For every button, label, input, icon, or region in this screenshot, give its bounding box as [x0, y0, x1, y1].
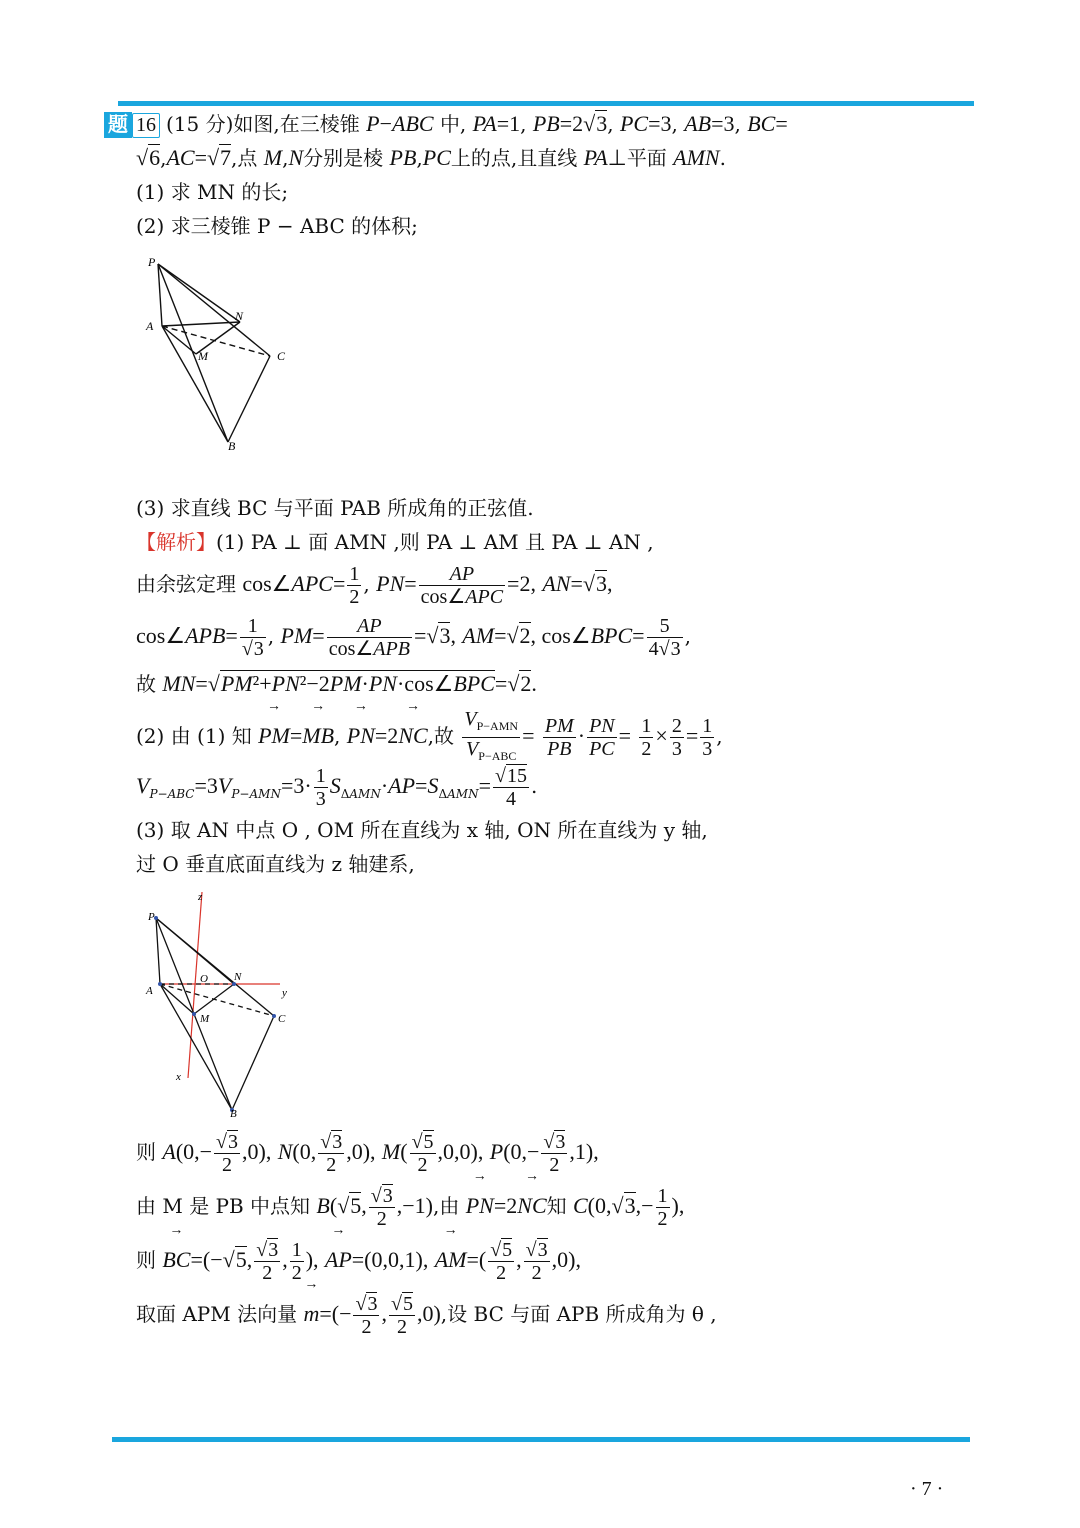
fig2-label-A: A — [146, 985, 153, 997]
solution-line-5: (2) 由 (1) 知 → PM=→ MB, → PN=2→ NC,故 $\frac{V_{P-AMN}}{V_{P-ABC}}$ = $\frac{PM}{PB}$ · $\frac{PN}{PC}$ = $\frac{1}{2}$ × $\frac{2}{3}$ = $\frac{1}{3}$ , — [136, 708, 723, 767]
fig1-label-N: N — [235, 309, 244, 323]
solution-line-10: 由 M 是 PB 中点知 B(√5, $\frac{√3}{2}$ ,−1),由 → PN=2→ NC知 C(0,√3,− $\frac{1}{2}$ ), — [136, 1184, 684, 1230]
figure-1-tetrahedron — [140, 250, 300, 460]
figure-2-coordinate-system — [140, 888, 300, 1120]
solution-line-12: 取面 APM 法向量 → m=(− $\frac{√3}{2}$ , $\frac{√5}{2}$ ,0),设 BC 与面 APB 所成角为 θ , — [136, 1292, 717, 1338]
text-frag: 中, — [439, 112, 467, 136]
question-3: (3) 求直线 BC 与平面 PAB 所成角的正弦值. — [136, 496, 534, 520]
x-z-axis-line — [188, 892, 202, 1078]
text-frag: 则 — [136, 1248, 156, 1272]
question-2: (2) 求三棱锥 P − ABC 的体积; — [136, 214, 418, 238]
page-number: · 7 · — [910, 1478, 944, 1500]
problem-tag: 题 — [104, 112, 132, 138]
text-frag: 知 — [546, 1194, 567, 1218]
fig2-label-C: C — [278, 1013, 286, 1025]
problem-points: (15 分) — [166, 112, 234, 136]
text-frag: 取面 APM 法向量 — [136, 1302, 298, 1326]
solution-line-2: 由余弦定理 cos∠APC= $\frac{1}{2}$ , PN= $\frac{AP}{\text{cos∠APC}}$ =2, AN=√3, — [136, 563, 613, 608]
solution-line-4: 故 MN=√PM²+PN²−2PM·PN·cos∠BPC=√2. — [136, 671, 537, 696]
fig2-label-O: O — [200, 973, 208, 985]
text-frag: 由余弦定理 — [136, 572, 236, 596]
solution-line-8: 过 O 垂直底面直线为 z 轴建系, — [136, 852, 415, 876]
solution-line-1 — [136, 528, 654, 556]
solution-line-3: cos∠APB= $\frac{1}{√3}$ , PM= $\frac{AP}{\text{cos∠APB}}$ =√3, AM=√2, cos∠BPC= $\frac{5}{4√3}$ , — [136, 615, 691, 660]
text-frag: 故 — [136, 672, 156, 696]
fig2-label-y: y — [282, 987, 287, 999]
text-frag: 平面 — [626, 146, 667, 170]
problem-intro: 如图,在三棱锥 — [233, 112, 360, 136]
problem-line-1: 题 16 (15 分)如图,在三棱锥 P−ABC 中, PA=1, PB=2√3, PC=3, AB=3, BC= — [104, 110, 788, 138]
text-frag: (2) 由 (1) 知 — [136, 724, 252, 748]
text-frag: 由 M 是 PB 中点知 — [136, 1194, 311, 1218]
solution-label: 【解析】 — [136, 530, 216, 554]
fig2-label-x: x — [176, 1071, 181, 1083]
fig2-label-P: P — [148, 911, 155, 923]
text-frag: ,故 — [427, 724, 455, 748]
text-frag: ,设 BC 与面 APB 所成角为 θ , — [440, 1302, 717, 1326]
text-frag: 分别是棱 — [303, 146, 384, 170]
problem-number: 16 — [132, 113, 160, 138]
text-frag: (1) PA ⊥ 面 AMN ,则 PA ⊥ AM 且 PA ⊥ AN , — [216, 530, 654, 554]
fig2-label-B: B — [230, 1108, 237, 1120]
fig1-label-B: B — [228, 439, 236, 453]
solution-line-7: (3) 取 AN 中点 O , OM 所在直线为 x 轴, ON 所在直线为 y 轴, — [136, 818, 708, 842]
fig1-label-C: C — [277, 349, 286, 363]
fig2-label-M: M — [200, 1013, 210, 1025]
fig2-label-N: N — [234, 971, 242, 983]
question-1: (1) 求 MN 的长; — [136, 180, 289, 204]
text-frag: , — [520, 112, 527, 136]
text-frag: , — [734, 112, 741, 136]
solution-line-11: 则 → BC=(−√5, $\frac{√3}{2}$ , $\frac{1}{2}$ ), → AP=(0,0,1), → AM=( $\frac{√5}{2}$ , $\frac{√3}{2}$ ,0), — [136, 1238, 581, 1284]
text-frag: ,由 — [433, 1194, 460, 1218]
solution-line-9: 则 A(0,− $\frac{√3}{2}$ ,0), N(0, $\frac{√3}{2}$ ,0), M( $\frac{√5}{2}$ ,0,0), P(0,− $\frac{√3}{2}$ ,1), — [136, 1131, 599, 1176]
fig2-label-z: z — [198, 891, 203, 903]
fig1-label-P: P — [148, 255, 156, 269]
fig1-label-A: A — [146, 319, 154, 333]
text-frag: , — [671, 112, 678, 136]
text-frag: 上的点,且直线 — [450, 146, 578, 170]
top-rule — [118, 101, 974, 106]
bottom-rule — [112, 1437, 970, 1442]
text-frag: ,点 — [231, 146, 258, 170]
text-frag: 则 — [136, 1140, 156, 1164]
text-frag: , — [607, 112, 614, 136]
fig1-label-M: M — [198, 349, 208, 363]
problem-line-2: √6,AC=√7,点 M,N分别是棱 PB,PC上的点,且直线 PA⊥平面 AMN. — [136, 145, 726, 170]
solution-line-6: $V_{P-ABC}=3V_{P-AMN}=3\cdot$ $\frac{1}{3}$ $S_{\Delta AMN}\cdot AP=S_{\Delta AMN}=$ $\frac{√15}{4}$ . — [136, 765, 538, 810]
